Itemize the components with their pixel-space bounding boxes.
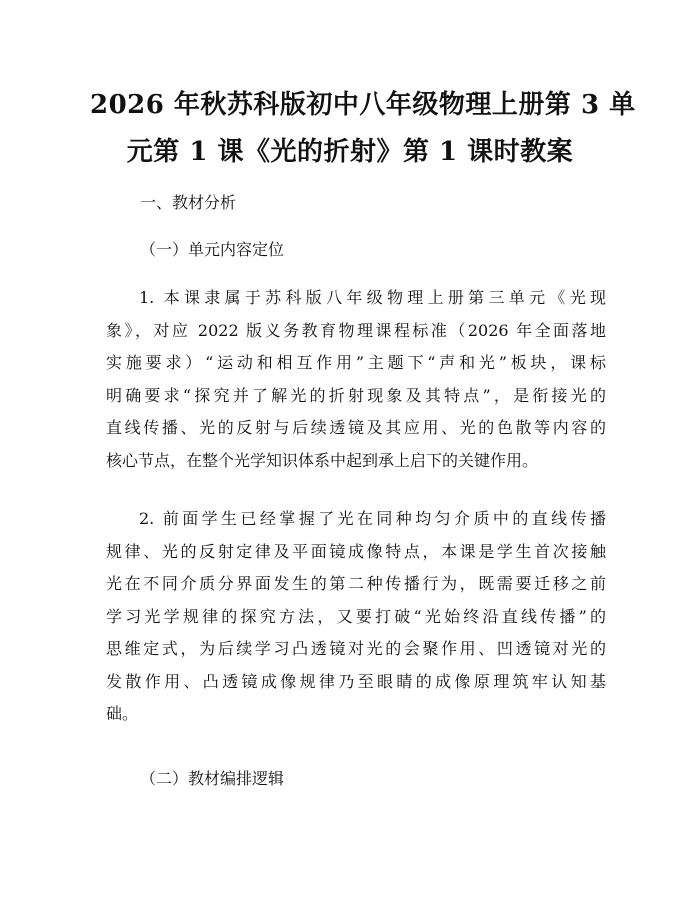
subsection-heading-unit-positioning: （一）单元内容定位 xyxy=(140,240,285,259)
section-heading-textbook-analysis: 一、教材分析 xyxy=(140,193,237,212)
paragraph-line: 直线传播、光的反射与后续透镜及其应用、光的色散等内容的 xyxy=(106,418,606,437)
paragraph-1 xyxy=(106,282,606,477)
paragraph-line: 光在不同介质分界面发生的第二种传播行为，既需要迁移之前 xyxy=(106,574,606,593)
title-line: 2026 年秋苏科版初中八年级物理上册第 3 单 xyxy=(90,90,636,120)
paragraph-line: 思维定式，为后续学习凸透镜对光的会聚作用、凹透镜对光的 xyxy=(106,639,606,658)
paragraph-line: 2. 前面学生已经掌握了光在同种均匀介质中的直线传播 xyxy=(139,509,606,528)
paragraph-line: 实施要求）“运动和相互作用”主题下“声和光”板块，课标 xyxy=(106,353,606,372)
title-line: 元第 1 课《光的折射》第 1 课时教案 xyxy=(126,137,574,167)
paragraph-line: 规律、光的反射定律及平面镜成像特点，本课是学生首次接触 xyxy=(106,541,606,561)
paragraph-line: 1. 本课隶属于苏科版八年级物理上册第三单元《光现 xyxy=(139,288,606,307)
subsection-heading-arrangement-logic: （二）教材编排逻辑 xyxy=(140,769,285,788)
document-title xyxy=(90,82,636,176)
paragraph-line: 象》，对应 2022 版义务教育物理课程标准（2026 年全面落地 xyxy=(106,320,606,340)
paragraph-line: 学习光学规律的探究方法，又要打破“光始终沿直线传播”的 xyxy=(106,606,606,626)
paragraph-line: 明确要求“探究并了解光的折射现象及其特点”，是衔接光的 xyxy=(106,385,606,405)
paragraph-line: 核心节点，在整个光学知识体系中起到承上启下的关键作用。 xyxy=(106,450,539,470)
paragraph-2 xyxy=(106,503,606,731)
paragraph-line: 础。 xyxy=(106,704,139,723)
paragraph-line: 发散作用、凸透镜成像规律乃至眼睛的成像原理筑牢认知基 xyxy=(106,671,606,691)
